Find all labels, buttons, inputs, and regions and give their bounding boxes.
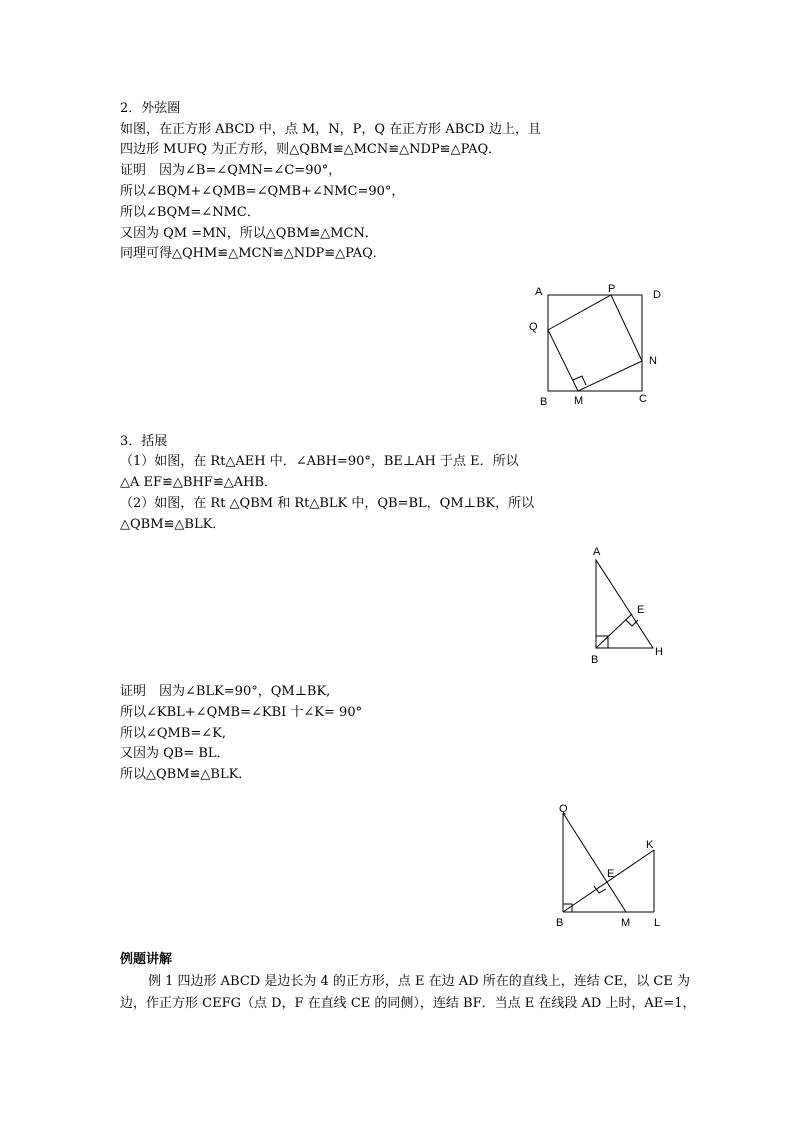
altitude-BE: [596, 614, 632, 648]
proof-line: 所以∠BQM=∠NMC．: [120, 205, 260, 220]
label-B: B: [556, 917, 564, 929]
text-line: △A EF≌△BHF≌△AHB．: [120, 475, 277, 490]
proof-line: 所以∠QMB=∠K,: [120, 726, 227, 741]
proof-line: 证明 因为∠BLK=90°，QM⊥BK,: [120, 684, 331, 699]
text-line: △QBM≌△BLK．: [120, 517, 226, 532]
label-P: P: [608, 283, 616, 295]
proof-line: 所以∠BQM+∠QMB=∠QMB+∠NMC=90°，: [120, 184, 405, 199]
proof-line: 所以△QBM≌△BLK．: [120, 767, 252, 782]
right-triangle-figure: [585, 540, 675, 670]
text-line: 如图，在正方形 ABCD 中，点 M，N，P，Q 在正方形 ABCD 边上，且: [120, 122, 541, 137]
label-E: E: [607, 868, 615, 880]
label-M: M: [621, 917, 631, 929]
text-line: 四边形 MUFQ 为正方形，则△QBM≌△MCN≌△NDP≌△PAQ．: [120, 142, 502, 157]
label-Q: Q: [529, 321, 538, 333]
label-L: L: [654, 917, 661, 929]
segment-QM: [563, 813, 626, 912]
label-D: D: [653, 289, 661, 301]
example-line: 例 1 四边形 ABCD 是边长为 4 的正方形，点 E 在边 AD 所在的直线上，连结 CE，以 CE 为: [148, 974, 690, 989]
outer-square: [548, 295, 642, 391]
square-figure: [520, 280, 670, 410]
label-K: K: [646, 839, 654, 851]
inner-square: [548, 295, 642, 391]
example-line: 边，作正方形 CEFG（点 D，F 在直线 CE 的同侧），连结 BF．当点 E 在线段 AD 上时，AE=1，: [120, 996, 696, 1011]
label-A: A: [535, 286, 543, 298]
proof-line: 证明 因为∠B=∠QMN=∠C=90°，: [120, 163, 342, 178]
triangle-ABH: [596, 560, 653, 648]
label-B: B: [540, 396, 548, 408]
two-triangles-figure: [550, 800, 675, 930]
right-angle-mark: [573, 376, 586, 385]
proof-line: 同理可得△QHM≌△MCN≌△NDP≌△PAQ．: [120, 246, 386, 261]
label-C: C: [639, 393, 647, 405]
label-A: A: [593, 546, 601, 558]
proof-line: 又因为 QM =MN，所以△QBM≌△MCN．: [120, 226, 378, 241]
proof-line: 所以∠KBL+∠QMB=∠KBI 十∠K= 90°: [120, 705, 363, 720]
text-line: （1）如图，在 Rt△AEH 中．∠ABH=90°，BE⊥AH 于点 E．所以: [120, 454, 519, 469]
right-angle-mark-E: [626, 620, 638, 626]
section3-heading: 3．括展: [120, 434, 168, 449]
segment-BK: [563, 850, 654, 912]
label-E: E: [637, 604, 645, 616]
label-Q: Q: [559, 803, 568, 815]
examples-heading: 例题讲解: [120, 952, 173, 967]
proof-line: 又因为 QB= BL．: [120, 746, 230, 761]
text-line: （2）如图，在 Rt △QBM 和 Rt△BLK 中，QB=BL，QM⊥BK，所以: [120, 496, 535, 511]
section2-heading: 2．外弦圈: [120, 101, 181, 116]
label-H: H: [655, 646, 663, 658]
label-B: B: [591, 654, 599, 666]
label-M: M: [574, 395, 584, 407]
label-N: N: [649, 355, 657, 367]
